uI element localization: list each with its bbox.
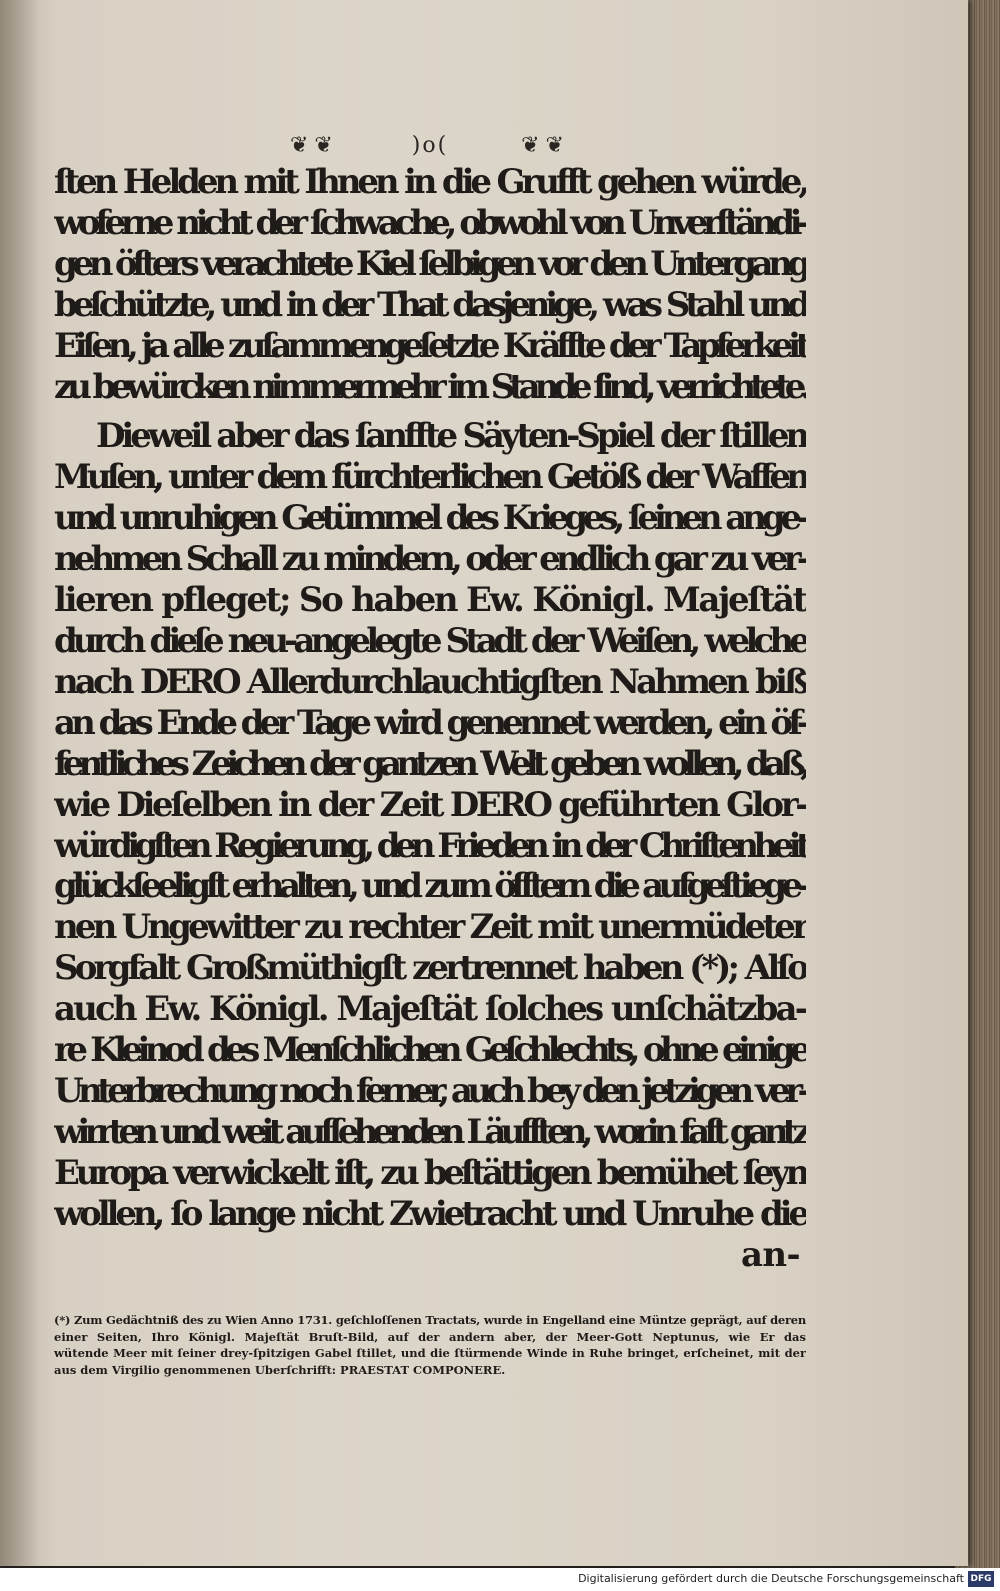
text-line: ſten Helden mit Ihnen in die Grufft gehen würde, bbox=[54, 162, 806, 202]
text-line: beſchützte, und in der That dasjenige, was Stahl und bbox=[54, 284, 806, 325]
text-line: lieren pfleget; So haben Ew. Königl. Majeſtät bbox=[54, 580, 806, 621]
text-line: auch Ew. Königl. Majeſtät ſolches unſchätzba- bbox=[54, 989, 806, 1030]
ornament-right-icon: ❦❦ bbox=[521, 132, 570, 158]
text-line: Muſen, unter dem fürchterlichen Getöß der Waffen bbox=[54, 457, 806, 498]
text-line: woferne nicht der ſchwache, obwohl von Unverſtändi- bbox=[54, 202, 806, 243]
spine-shadow bbox=[0, 0, 40, 1566]
footnote-line: (*) Zum Gedächtniß des zu Wien Anno 1731. geſchloſſenen Tractats, wurde in Engelland eine Müntze geprägt, auf deren bbox=[54, 1313, 806, 1327]
text-line: nehmen Schall zu mindern, oder endlich gar zu ver- bbox=[54, 539, 806, 580]
text-line: Eiſen, ja alle zuſammengeſetzte Kräffte der Tapferkeit bbox=[54, 325, 806, 366]
text-line: wie Dieſelben in der Zeit DERO geführten Glor- bbox=[54, 784, 806, 825]
text-line: re Kleinod des Menſchlichen Geſchlechts, ohne einige bbox=[54, 1030, 806, 1071]
body-text bbox=[54, 162, 806, 1275]
footnote-line: aus dem Virgilio genommenen Uberſchrifft: PRAESTAT COMPONERE. bbox=[54, 1362, 506, 1377]
text-line: wollen, ſo lange nicht Zwietracht und Unruhe die bbox=[54, 1193, 806, 1234]
text-line: Europa verwickelt iſt, zu beſtättigen bemühet ſeyn bbox=[54, 1152, 806, 1193]
text-line: Unterbrechung noch ferner, auch bey den jetzigen ver- bbox=[54, 1070, 806, 1111]
credit-text: Digitalisierung gefördert durch die Deutsche Forschungsgemeinschaft bbox=[578, 1572, 964, 1585]
dfg-logo-icon: DFG bbox=[968, 1571, 994, 1587]
footnote-line: wütende Meer mit ſeiner drey-ſpitzigen Gabel ſtillet, und die ſtürmende Winde in Ruhe bringet, erſcheinet, mit der bbox=[54, 1346, 806, 1360]
page-header bbox=[290, 128, 570, 162]
catchword: an- bbox=[740, 1234, 800, 1275]
text-line: und unruhigen Getümmel des Krieges, ſeinen ange- bbox=[54, 498, 806, 539]
credit-bar bbox=[0, 1568, 1000, 1591]
text-line: durch dieſe neu-angelegte Stadt der Weiſen, welche bbox=[54, 620, 806, 661]
footnote bbox=[54, 1312, 806, 1378]
text-line: an das Ende der Tage wird genennet werden, ein öf- bbox=[54, 702, 806, 743]
footnote-line: einer Seiten, Ihro Königl. Majeſtät Bruſt-Bild, auf der andern aber, der Meer-Gott Neptunus, wie Er das bbox=[54, 1329, 806, 1344]
text-line: nach DERO Allerdurchlauchtigſten Nahmen biß bbox=[54, 661, 806, 702]
page-mark: )o( bbox=[411, 132, 449, 158]
text-line: Dieweil aber das ſanffte Säyten-Spiel der ſtillen bbox=[96, 416, 806, 457]
text-line: glückſeeligſt erhalten, und zum öfftern die aufgeſtiege- bbox=[54, 866, 806, 907]
text-line: fentliches Zeichen der gantzen Welt geben wollen, daß, bbox=[54, 743, 806, 784]
text-line: gen öfters verachtete Kiel ſelbigen vor den Untergang bbox=[54, 243, 806, 284]
text-line: Sorgfalt Großmüthigſt zertrennet haben (*); Alſo bbox=[54, 948, 806, 989]
text-line: zu bewürcken nimmermehr im Stande ſind, verrichtete. bbox=[54, 366, 806, 407]
text-line: würdigſten Regierung, den Frieden in der Chriſtenheit bbox=[54, 825, 806, 866]
text-line: wirrten und weit auſſehenden Läufften, worin faſt gantz bbox=[54, 1111, 806, 1152]
text-line: nen Ungewitter zu rechter Zeit mit unermüdeter bbox=[54, 907, 806, 948]
ornament-left-icon: ❦❦ bbox=[290, 132, 339, 158]
